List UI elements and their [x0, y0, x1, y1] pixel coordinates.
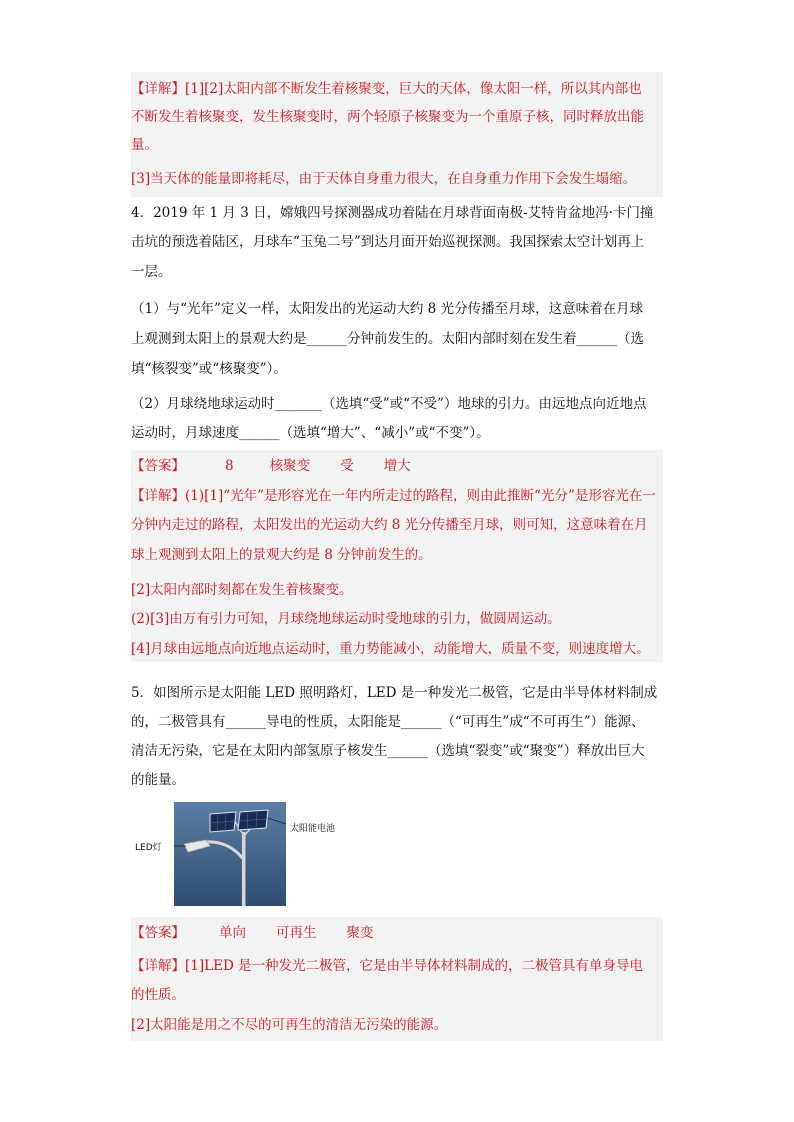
- question-4-line: 上观测到太阳上的景观大约是______分钟前发生的。太阳内部时刻在发生着______（选: [131, 331, 644, 347]
- question-4-line: 4．2019 年 1 月 3 日，嫦娥四号探测器成功着陆在月球背面南极-艾特肯盆地冯·卡门撞: [131, 205, 654, 221]
- answer-value: 受: [340, 458, 354, 474]
- question-4-line: 运动时，月球速度______（选填“增大”、“减小”或“不变”）。: [131, 425, 490, 441]
- question-4-line: 击坑的预选着陆区，月球车“玉兔二号”到达月面开始巡视探测。我国探索太空计划再上: [131, 234, 645, 250]
- question-5-line: 清洁无污染，它是在太阳内部氢原子核发生______（选填“裂变”或“聚变”）释放出巨大: [131, 743, 645, 759]
- detail-line: 的性质。: [131, 987, 185, 1003]
- answer-row-4: [131, 457, 411, 475]
- solar-streetlight-figure: [174, 802, 286, 906]
- detail-line: [2]太阳能是用之不尽的可再生的清洁无污染的能源。: [131, 1017, 448, 1033]
- question-4-line: 填“核裂变”或“核聚变”）。: [131, 361, 287, 377]
- solar-panel-label: 太阳能电池: [290, 824, 336, 834]
- detail-line: 【详解】[1][2]太阳内部不断发生着核聚变，巨大的天体，像太阳一样，所以其内部也: [131, 81, 642, 97]
- question-4-line: （1）与“光年”定义一样，太阳发出的光运动大约 8 光分传播至月球，这意味着在月球: [131, 301, 644, 317]
- question-5-line: 的能量。: [131, 772, 185, 788]
- question-5-line: 的，二极管具有______导电的性质，太阳能是______（“可再生”成“不可再生”）能源、: [131, 714, 645, 730]
- answer-value: 可再生: [276, 925, 317, 941]
- answer-label: 【答案】: [131, 458, 185, 474]
- detail-line: 分钟内走过的路程，太阳发出的光运动大约 8 光分传播至月球，则可知，这意味着在月: [131, 517, 648, 533]
- question-4-line: 一层。: [131, 264, 172, 280]
- detail-line: 球上观测到太阳上的景观大约是 8 分钟前发生的。: [131, 547, 432, 563]
- question-5-line: 5．如图所示是太阳能 LED 照明路灯，LED 是一种发光二极管，它是由半导体材料制成: [131, 685, 658, 701]
- detail-line: (2)[3]由万有引力可知，月球绕地球运动时受地球的引力，做圆周运动。: [131, 611, 561, 627]
- detail-line: [4]月球由远地点向近地点运动时，重力势能减小，动能增大，质量不变，则速度增大。: [131, 641, 650, 657]
- question-4-line: （2）月球绕地球运动时_______（选填“受”或“不受”）地球的引力。由远地点向近地点: [131, 396, 647, 412]
- answer-value: 聚变: [346, 925, 374, 941]
- answer-value: 核聚变: [269, 458, 311, 474]
- answer-value: 单向: [219, 925, 246, 941]
- answer-label: 【答案】: [131, 925, 185, 941]
- led-lamp-label: LED灯: [135, 843, 162, 853]
- detail-line: 量。: [131, 137, 158, 153]
- answer-row-5: [131, 924, 374, 942]
- detail-line: 【详解】(1)[1]“光年”是形容光在一年内所走过的路程，则由此推断“光分”是形容光在一: [131, 488, 656, 504]
- answer-value: 8: [225, 458, 234, 474]
- answer-value: 增大: [383, 458, 411, 474]
- detail-line: 不断发生着核聚变，发生核聚变时，两个轻原子核聚变为一个重原子核，同时释放出能: [131, 109, 644, 125]
- solar-streetlight-illustration: [174, 802, 286, 906]
- detail-line: 【详解】[1]LED 是一种发光二极管，它是由半导体材料制成的，二极管具有单身导电: [131, 958, 644, 974]
- detail-line: [3]当天体的能量即将耗尽，由于天体自身重力很大，在自身重力作用下会发生塌缩。: [131, 171, 637, 187]
- detail-line: [2]太阳内部时刻都在发生着核聚变。: [131, 582, 353, 598]
